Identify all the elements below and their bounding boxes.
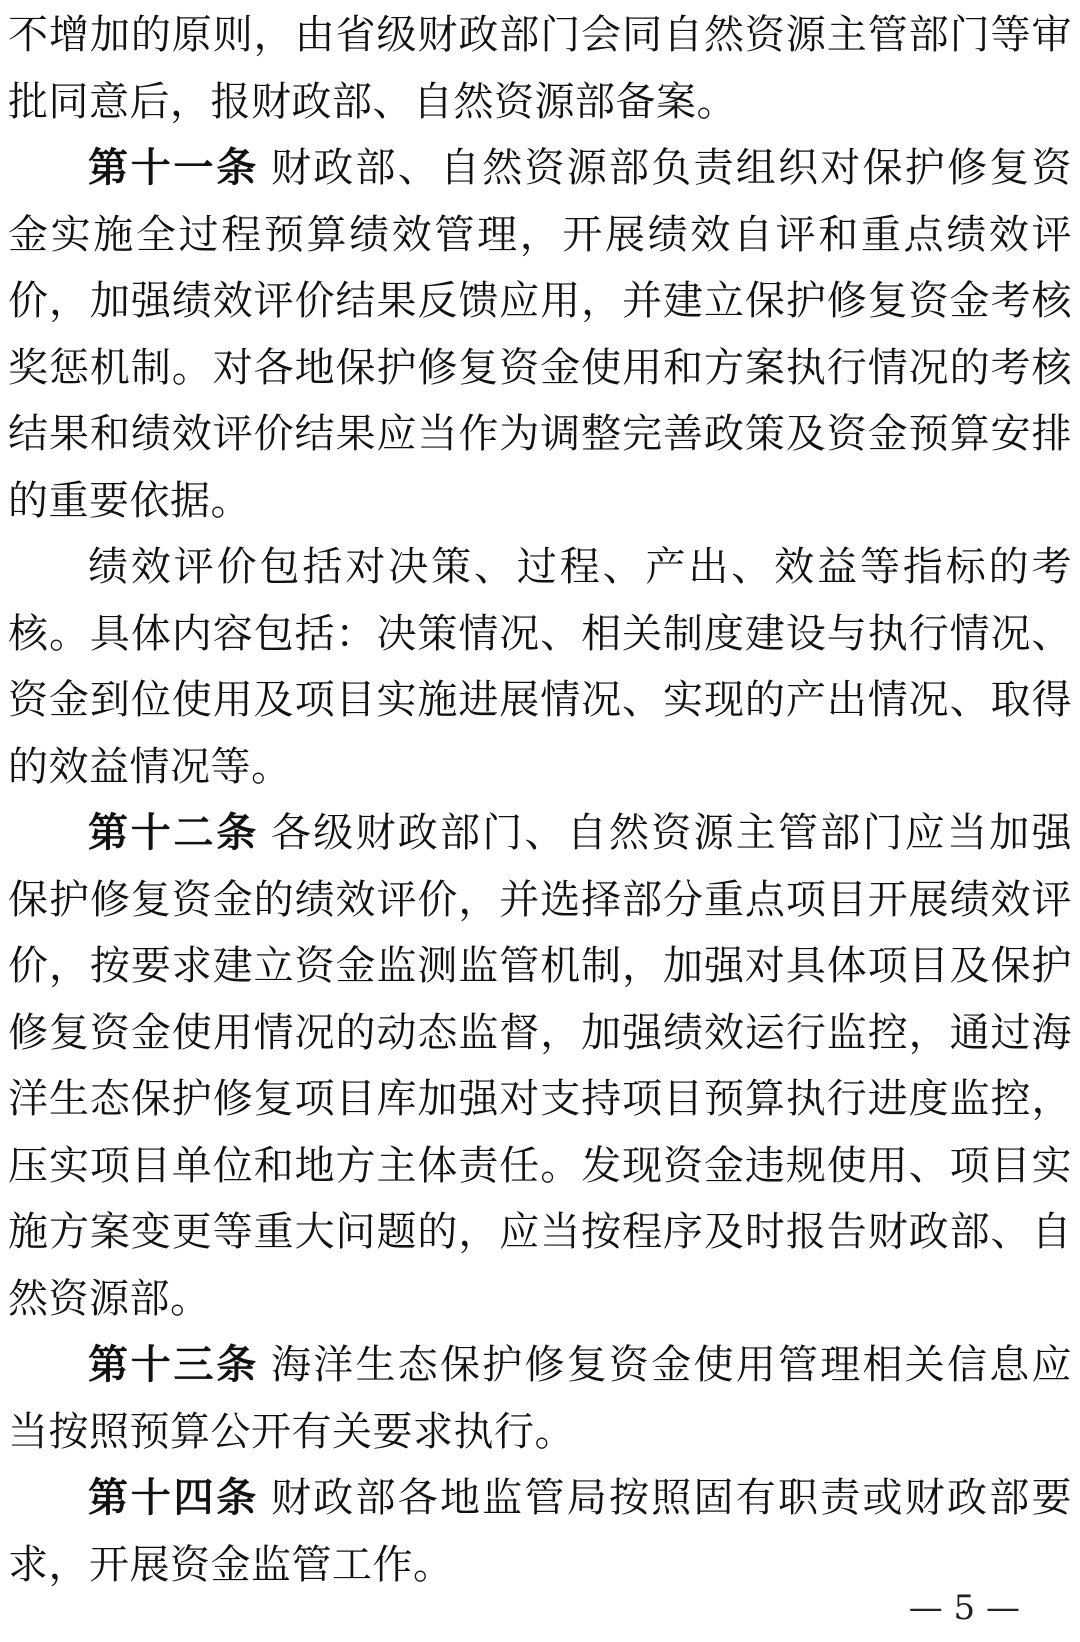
article-14-text: 财政部各地监管局按照固有职责或财政部要求，开展资金监管工作。 [8, 1475, 1072, 1588]
paragraph-text: 绩效评价包括对决策、过程、产出、效益等指标的考核。具体内容包括：决策情况、相关制度建设与执行情况、资金到位使用及项目实施进展情况、实现的产出情况、取得的效益情况等。 [8, 544, 1072, 790]
paragraph-text: 不增加的原则，由省级财政部门会同自然资源主管部门等审批同意后，报财政部、自然资源部备案。 [8, 12, 1072, 125]
article-12 [8, 800, 1072, 1332]
article-11 [8, 135, 1072, 534]
article-11-performance-evaluation [8, 534, 1072, 800]
article-12-heading: 第十二条 [88, 810, 259, 856]
article-13 [8, 1332, 1072, 1465]
article-13-heading: 第十三条 [88, 1342, 259, 1388]
article-14-heading: 第十四条 [88, 1475, 259, 1521]
article-14 [8, 1465, 1072, 1598]
article-13-text: 海洋生态保护修复资金使用管理相关信息应当按照预算公开有关要求执行。 [8, 1342, 1072, 1455]
article-11-text: 财政部、自然资源部负责组织对保护修复资金实施全过程预算绩效管理，开展绩效自评和重点绩效评价，加强绩效评价结果反馈应用，并建立保护修复资金考核奖惩机制。对各地保护修复资金使用和方案执行情况的考核结果和绩效评价结果应当作为调整完善政策及资金预算安排的重要依据。 [8, 145, 1072, 524]
article-12-text: 各级财政部门、自然资源主管部门应当加强保护修复资金的绩效评价，并选择部分重点项目开展绩效评价，按要求建立资金监测监管机制，加强对具体项目及保护修复资金使用情况的动态监督，加强绩效运行监控，通过海洋生态保护修复项目库加强对支持项目预算执行进度监控，压实项目单位和地方主体责任。发现资金违规使用、项目实施方案变更等重大问题的，应当按程序及时报告财政部、自然资源部。 [8, 810, 1072, 1322]
article-11-heading: 第十一条 [88, 145, 259, 191]
document-body [8, 2, 1072, 1598]
paragraph-intro-continuation [8, 2, 1072, 135]
page-number: — 5 — [908, 1588, 1020, 1628]
